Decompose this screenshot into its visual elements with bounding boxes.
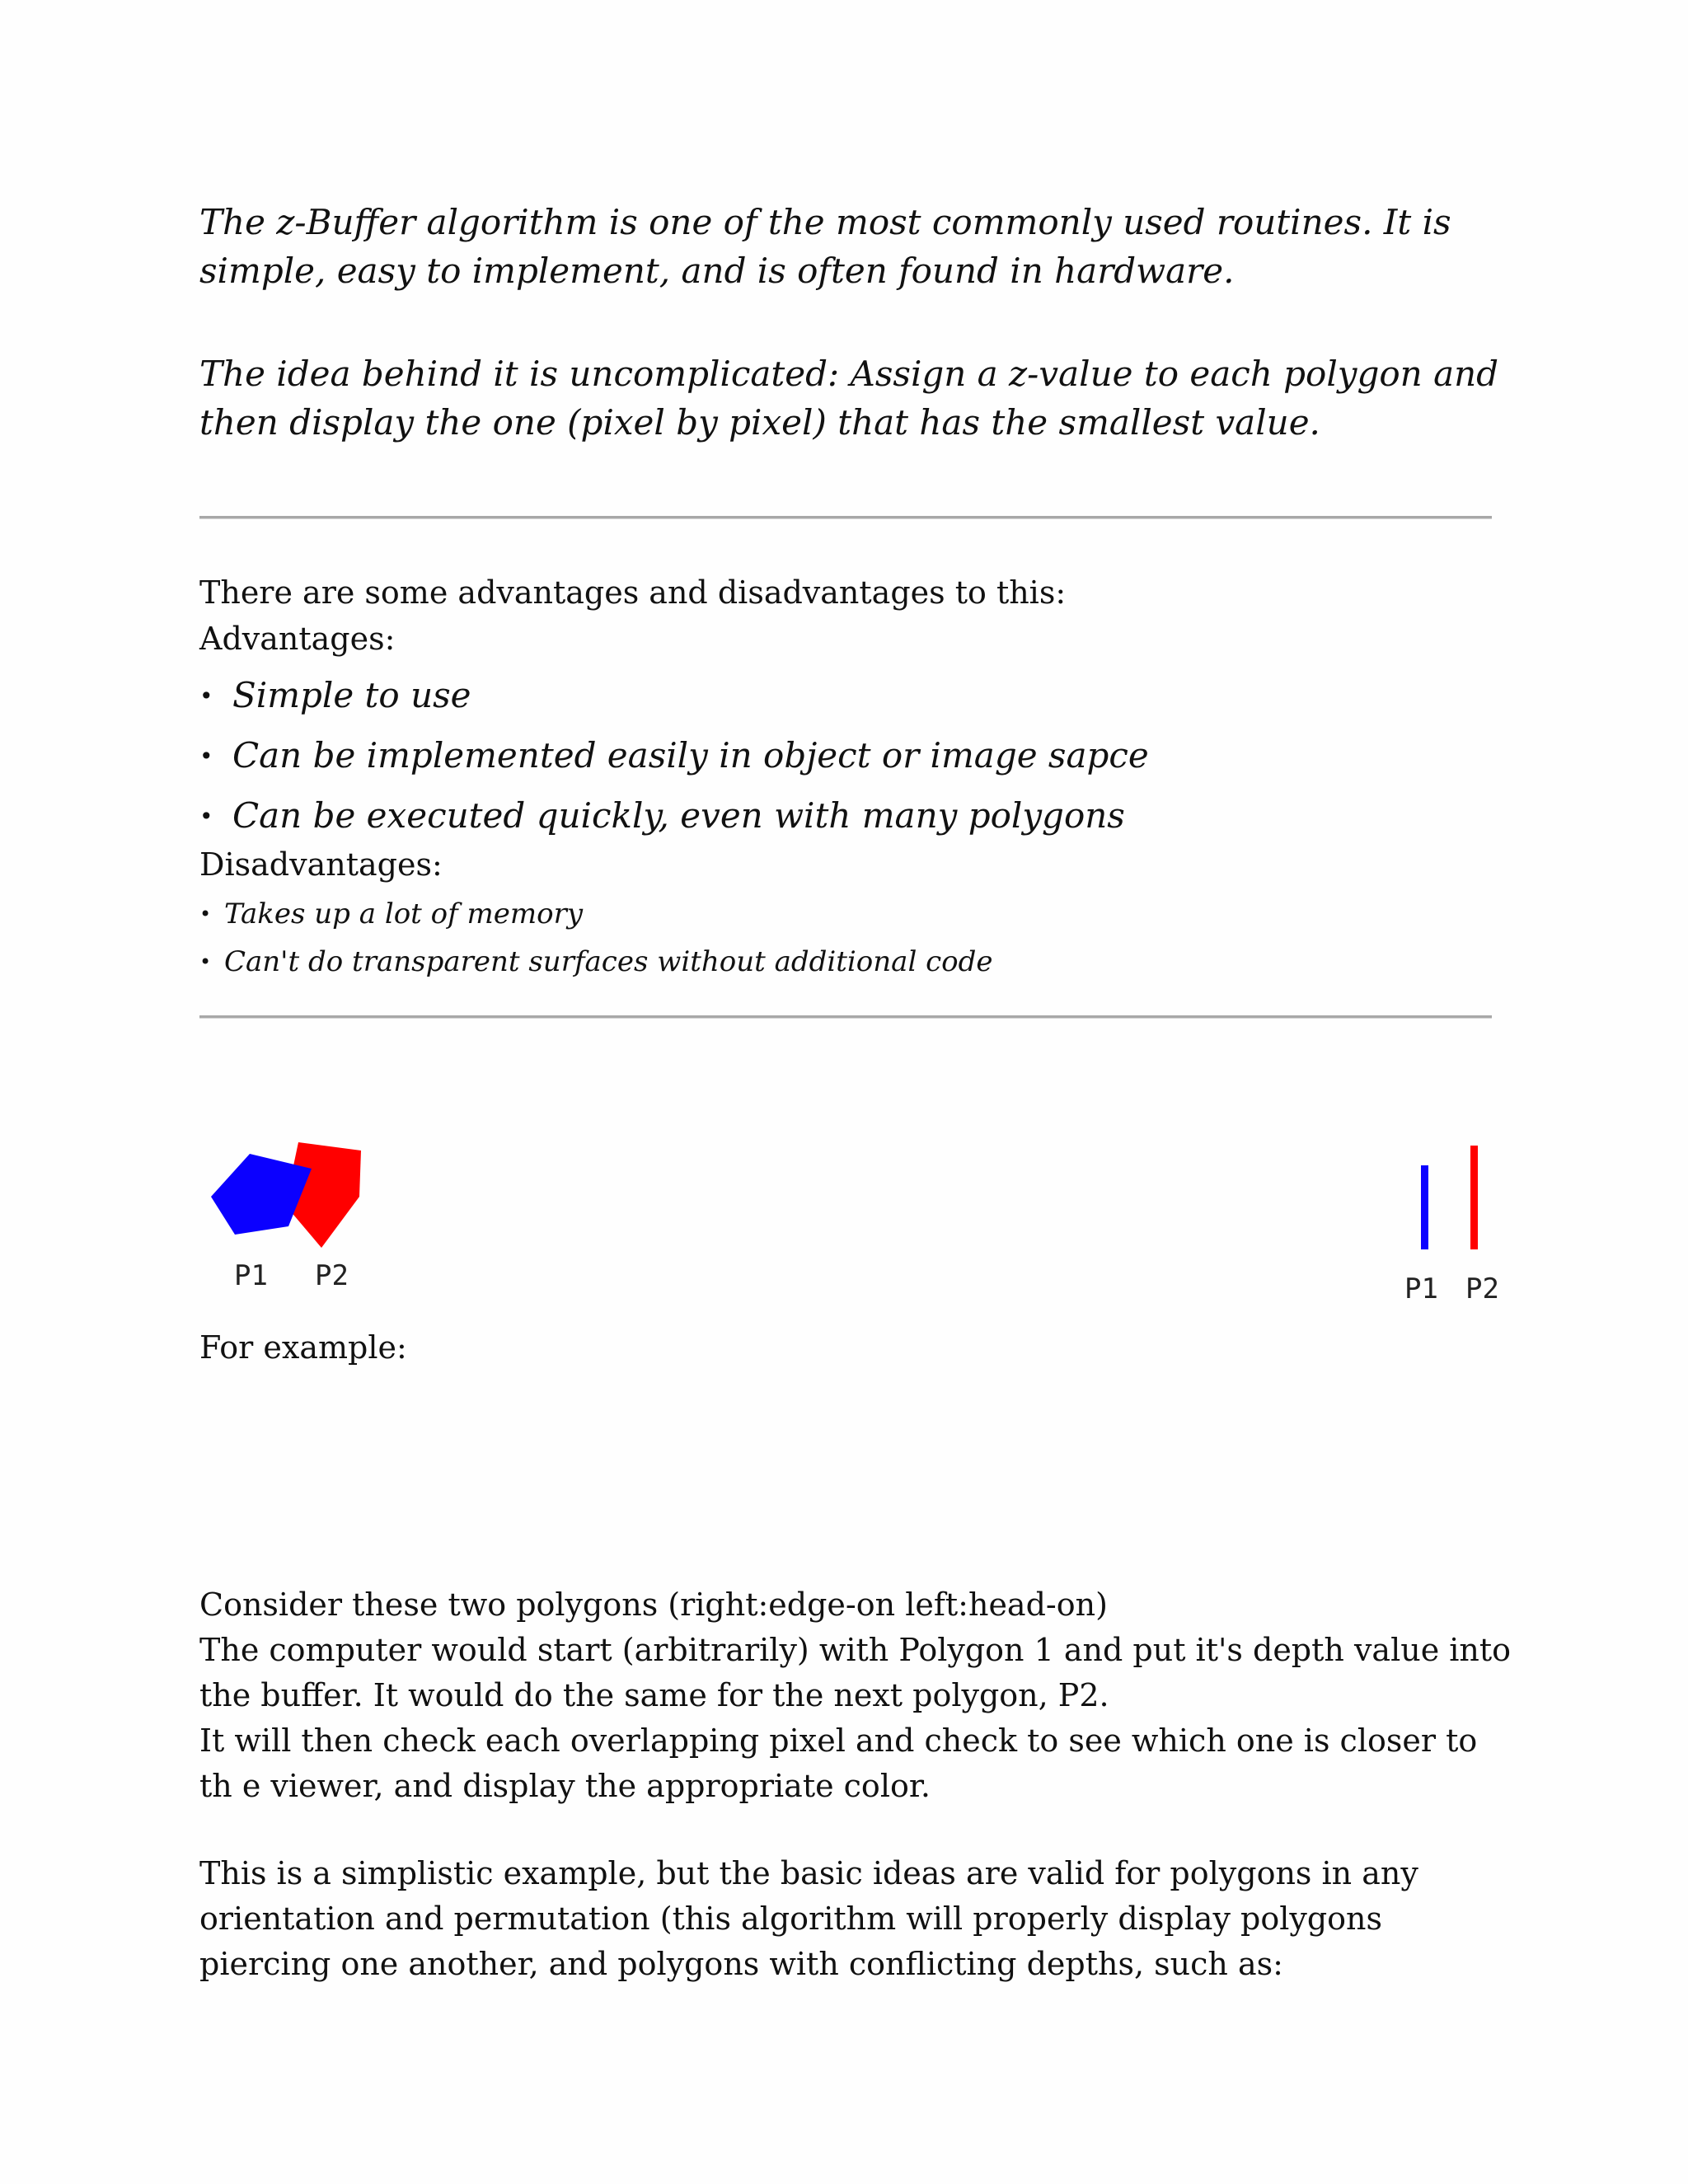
- bullet-icon: •: [199, 950, 212, 973]
- list-item: • Can be implemented easily in object or image sapce: [199, 726, 1149, 786]
- bullet-icon: •: [199, 743, 213, 770]
- list-item: • Can't do transparent surfaces without additional code: [199, 938, 993, 986]
- advantages-heading: Advantages:: [199, 621, 396, 657]
- intro-paragraph-1: The z-Buffer algorithm is one of the most commonly used routines. It is simple, easy to implement, and is often found in hardware.: [199, 202, 1451, 291]
- explanation-block: [199, 1582, 1518, 1809]
- disadvantages-list: [199, 890, 993, 986]
- example-caption: For example:: [199, 1329, 407, 1366]
- bullet-icon: •: [199, 682, 213, 710]
- explanation-line: It will then check each overlapping pixel and check to see which one is closer to th e viewer, and display the appropriate color.: [199, 1722, 1478, 1804]
- head-on-figure: [206, 1137, 371, 1302]
- edge-on-figure: [1362, 1141, 1499, 1305]
- pros-cons-lead: There are some advantages and disadvantages to this:: [199, 574, 1067, 611]
- edge-on-p1: [1421, 1165, 1428, 1249]
- disadvantages-heading: Disadvantages:: [199, 846, 443, 883]
- list-item: • Takes up a lot of memory: [199, 890, 993, 938]
- label-p2: P2: [1465, 1272, 1499, 1305]
- explanation-line: The computer would start (arbitrarily) with Polygon 1 and put it's depth value into the buffer. It would do the same for the next polygon, P2.: [199, 1632, 1512, 1713]
- explanation-line: Consider these two polygons (right:edge-on left:head-on): [199, 1586, 1108, 1623]
- bullet-icon: •: [199, 902, 212, 926]
- advantages-list: [199, 666, 1149, 846]
- bullet-icon: •: [199, 803, 213, 830]
- edge-on-p2: [1470, 1146, 1478, 1249]
- list-item: • Simple to use: [199, 666, 1149, 726]
- head-on-polygons: [206, 1137, 371, 1253]
- closing-paragraph: This is a simplistic example, but the basic ideas are valid for polygons in any orientation and permutation (this algorithm will properly display polygons piercing one another, and polygons with conflicting depths, such as:: [199, 1855, 1418, 1982]
- label-p2: P2: [315, 1259, 349, 1292]
- polygon-p1: [211, 1154, 312, 1235]
- label-p1: P1: [234, 1259, 268, 1292]
- list-item: • Can be executed quickly, even with many polygons: [199, 786, 1149, 846]
- intro-paragraph-2: The idea behind it is uncomplicated: Assign a z-value to each polygon and then display the one (pixel by pixel) that has the smallest value.: [199, 354, 1499, 443]
- horizontal-rule: [199, 1015, 1492, 1019]
- label-p1: P1: [1404, 1272, 1438, 1305]
- horizontal-rule: [199, 516, 1492, 519]
